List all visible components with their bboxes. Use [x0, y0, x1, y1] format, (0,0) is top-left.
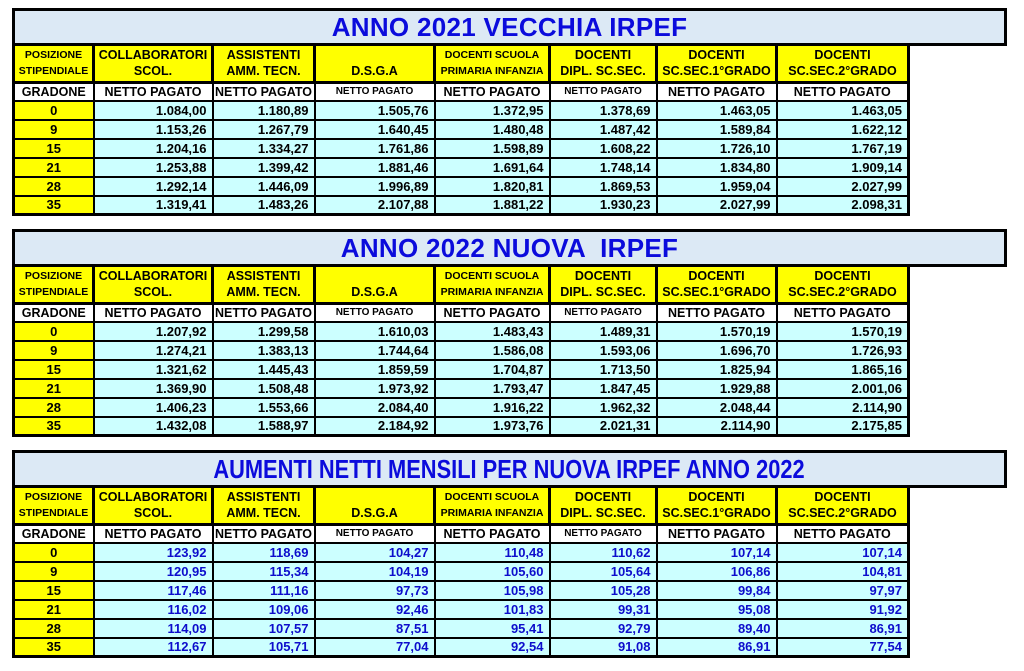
table-row-gradone-28	[14, 177, 909, 196]
column-header-line2: D.S.G.A	[351, 63, 398, 78]
table-row-gradone-21	[14, 379, 909, 398]
column-header-posizione-stipendiale	[14, 266, 94, 304]
value-cell-collaboratori-scol: 1.319,41	[94, 196, 213, 215]
value-cell-assistenti-amm-tecn: 1.483,26	[213, 196, 315, 215]
value-cell-collaboratori-scol: 1.321,62	[94, 360, 213, 379]
value-cell-collaboratori-scol: 1.153,26	[94, 120, 213, 139]
column-header-docenti-dipl-sc-sec	[550, 487, 657, 525]
table-row-gradone-0	[14, 101, 909, 120]
subheader-dsga: NETTO PAGATO	[315, 83, 435, 101]
value-cell-docenti-sc-sec-1-grado: 107,14	[657, 543, 777, 562]
value-cell-docenti-sc-sec-1-grado: 2.114,90	[657, 417, 777, 436]
value-cell-dsga: 1.881,46	[315, 158, 435, 177]
value-cell-docenti-sc-sec-2-grado: 107,14	[777, 543, 909, 562]
column-header-line1	[316, 269, 433, 285]
value-cell-docenti-sc-sec-1-grado: 1.726,10	[657, 139, 777, 158]
table-block-aumenti-netti-mensili	[12, 450, 1024, 658]
table-block-anno-2022-nuova-irpef	[12, 229, 1024, 437]
column-header-line2: PRIMARIA INFANZIA	[440, 285, 544, 298]
gradone-cell: 0	[14, 101, 94, 120]
irpef-table-2022	[12, 264, 910, 437]
column-header-line2: STIPENDIALE	[18, 285, 89, 298]
value-cell-docenti-dipl-sc-sec: 1.962,32	[550, 398, 657, 417]
value-cell-assistenti-amm-tecn: 1.267,79	[213, 120, 315, 139]
value-cell-docenti-sc-sec-2-grado: 104,81	[777, 562, 909, 581]
column-header-docenti-sc-sec-1-grado	[657, 45, 777, 83]
table-row-gradone-15	[14, 139, 909, 158]
value-cell-docenti-dipl-sc-sec: 105,64	[550, 562, 657, 581]
table-title: ANNO 2021 VECCHIA IRPEF	[331, 11, 688, 42]
value-cell-docenti-dipl-sc-sec: 99,31	[550, 600, 657, 619]
value-cell-collaboratori-scol: 123,92	[94, 543, 213, 562]
value-cell-docenti-sc-sec-1-grado: 106,86	[657, 562, 777, 581]
value-cell-docenti-sc-sec-1-grado: 1.696,70	[657, 341, 777, 360]
value-cell-docenti-scuola-primaria-infanzia: 1.586,08	[435, 341, 550, 360]
subheader-docenti-dipl-sc-sec: NETTO PAGATO	[550, 304, 657, 322]
value-cell-dsga: 92,46	[315, 600, 435, 619]
value-cell-docenti-scuola-primaria-infanzia: 1.820,81	[435, 177, 550, 196]
value-cell-collaboratori-scol: 1.406,23	[94, 398, 213, 417]
value-cell-docenti-sc-sec-1-grado: 89,40	[657, 619, 777, 638]
value-cell-assistenti-amm-tecn: 1.446,09	[213, 177, 315, 196]
value-cell-docenti-sc-sec-1-grado: 2.027,99	[657, 196, 777, 215]
subheader-docenti-dipl-sc-sec: NETTO PAGATO	[550, 525, 657, 543]
value-cell-assistenti-amm-tecn: 1.445,43	[213, 360, 315, 379]
column-header-line2: AMM. TECN.	[226, 284, 301, 299]
column-header-line2: SC.SEC.2°GRADO	[788, 63, 897, 78]
gradone-cell: 35	[14, 417, 94, 436]
subheader-assistenti-amm-tecn: NETTO PAGATO	[213, 83, 315, 101]
value-cell-docenti-sc-sec-2-grado: 2.001,06	[777, 379, 909, 398]
column-header-docenti-scuola-primaria-infanzia	[435, 487, 550, 525]
column-header-line1: POSIZIONE	[24, 490, 83, 503]
subheader-docenti-sc-sec-1-grado: NETTO PAGATO	[657, 525, 777, 543]
column-header-line1: POSIZIONE	[24, 269, 83, 282]
value-cell-docenti-sc-sec-1-grado: 1.834,80	[657, 158, 777, 177]
value-cell-dsga: 77,04	[315, 638, 435, 657]
column-header-posizione-stipendiale	[14, 487, 94, 525]
value-cell-docenti-dipl-sc-sec: 1.713,50	[550, 360, 657, 379]
column-header-line2: SC.SEC.2°GRADO	[788, 284, 897, 299]
column-header-docenti-dipl-sc-sec	[550, 266, 657, 304]
value-cell-docenti-sc-sec-2-grado: 1.865,16	[777, 360, 909, 379]
subheader-docenti-scuola-primaria-infanzia: NETTO PAGATO	[435, 304, 550, 322]
gradone-cell: 21	[14, 158, 94, 177]
value-cell-assistenti-amm-tecn: 1.553,66	[213, 398, 315, 417]
column-header-line1	[316, 490, 433, 506]
column-header-line1: DOCENTI	[688, 489, 745, 504]
column-header-line2: DIPL. SC.SEC.	[560, 505, 646, 520]
value-cell-docenti-sc-sec-2-grado: 2.114,90	[777, 398, 909, 417]
column-header-docenti-scuola-primaria-infanzia	[435, 45, 550, 83]
subheader-docenti-sc-sec-2-grado: NETTO PAGATO	[777, 83, 909, 101]
value-cell-docenti-sc-sec-1-grado: 95,08	[657, 600, 777, 619]
subheader-collaboratori-scol: NETTO PAGATO	[94, 525, 213, 543]
column-header-dsga	[315, 266, 435, 304]
value-cell-assistenti-amm-tecn: 1.508,48	[213, 379, 315, 398]
column-header-line2: PRIMARIA INFANZIA	[440, 64, 544, 77]
value-cell-collaboratori-scol: 1.253,88	[94, 158, 213, 177]
value-cell-docenti-sc-sec-1-grado: 1.463,05	[657, 101, 777, 120]
gradone-cell: 9	[14, 341, 94, 360]
subheader-dsga: NETTO PAGATO	[315, 525, 435, 543]
table-row-gradone-15	[14, 581, 909, 600]
value-cell-collaboratori-scol: 1.432,08	[94, 417, 213, 436]
value-cell-docenti-sc-sec-2-grado: 77,54	[777, 638, 909, 657]
subheader-docenti-scuola-primaria-infanzia: NETTO PAGATO	[435, 83, 550, 101]
subheader-docenti-sc-sec-1-grado: NETTO PAGATO	[657, 83, 777, 101]
gradone-cell: 15	[14, 581, 94, 600]
value-cell-docenti-sc-sec-2-grado: 1.463,05	[777, 101, 909, 120]
gradone-cell: 15	[14, 360, 94, 379]
column-header-dsga	[315, 487, 435, 525]
gradone-cell: 0	[14, 543, 94, 562]
value-cell-docenti-sc-sec-2-grado: 1.767,19	[777, 139, 909, 158]
value-cell-docenti-dipl-sc-sec: 1.847,45	[550, 379, 657, 398]
gradone-cell: 9	[14, 562, 94, 581]
value-cell-assistenti-amm-tecn: 111,16	[213, 581, 315, 600]
column-header-line1: COLLABORATORI	[98, 489, 208, 504]
value-cell-docenti-scuola-primaria-infanzia: 101,83	[435, 600, 550, 619]
table-row-gradone-35	[14, 196, 909, 215]
table-row-gradone-0	[14, 322, 909, 341]
column-header-line2: D.S.G.A	[351, 284, 398, 299]
value-cell-docenti-sc-sec-1-grado: 2.048,44	[657, 398, 777, 417]
table-title-bar	[12, 229, 1007, 267]
value-cell-dsga: 1.744,64	[315, 341, 435, 360]
column-header-docenti-sc-sec-1-grado	[657, 266, 777, 304]
value-cell-docenti-dipl-sc-sec: 1.869,53	[550, 177, 657, 196]
value-cell-docenti-dipl-sc-sec: 1.608,22	[550, 139, 657, 158]
column-header-line2: DIPL. SC.SEC.	[560, 284, 646, 299]
table-row-gradone-28	[14, 398, 909, 417]
value-cell-docenti-scuola-primaria-infanzia: 1.881,22	[435, 196, 550, 215]
netto-pagato-row	[14, 304, 909, 322]
value-cell-docenti-scuola-primaria-infanzia: 1.372,95	[435, 101, 550, 120]
gradone-cell: 28	[14, 398, 94, 417]
value-cell-dsga: 1.610,03	[315, 322, 435, 341]
column-header-docenti-sc-sec-2-grado	[777, 45, 909, 83]
value-cell-dsga: 104,19	[315, 562, 435, 581]
column-header-line2: D.S.G.A	[351, 505, 398, 520]
gradone-cell: 28	[14, 619, 94, 638]
value-cell-docenti-scuola-primaria-infanzia: 105,60	[435, 562, 550, 581]
column-header-line2: SCOL.	[133, 63, 173, 78]
value-cell-docenti-scuola-primaria-infanzia: 92,54	[435, 638, 550, 657]
column-header-dsga	[315, 45, 435, 83]
value-cell-dsga: 2.107,88	[315, 196, 435, 215]
column-header-line1: DOCENTI SCUOLA	[444, 490, 540, 503]
column-header-posizione-stipendiale	[14, 45, 94, 83]
value-cell-collaboratori-scol: 1.207,92	[94, 322, 213, 341]
gradone-cell: 35	[14, 638, 94, 657]
subheader-docenti-sc-sec-2-grado: NETTO PAGATO	[777, 525, 909, 543]
value-cell-docenti-dipl-sc-sec: 92,79	[550, 619, 657, 638]
column-header-collaboratori-scol	[94, 45, 213, 83]
table-row-gradone-35	[14, 417, 909, 436]
value-cell-collaboratori-scol: 1.292,14	[94, 177, 213, 196]
column-header-line1: POSIZIONE	[24, 48, 83, 61]
netto-pagato-row	[14, 525, 909, 543]
subheader-docenti-sc-sec-2-grado: NETTO PAGATO	[777, 304, 909, 322]
table-row-gradone-21	[14, 600, 909, 619]
value-cell-dsga: 2.184,92	[315, 417, 435, 436]
value-cell-assistenti-amm-tecn: 115,34	[213, 562, 315, 581]
table-title: AUMENTI NETTI MENSILI PER NUOVA IRPEF ANNO 2022	[213, 453, 806, 484]
column-header-line1: ASSISTENTI	[226, 268, 301, 283]
column-header-line1: ASSISTENTI	[226, 47, 301, 62]
subheader-posizione-stipendiale: GRADONE	[14, 83, 94, 101]
subheader-assistenti-amm-tecn: NETTO PAGATO	[213, 304, 315, 322]
column-header-line2: STIPENDIALE	[18, 506, 89, 519]
value-cell-docenti-sc-sec-2-grado: 2.098,31	[777, 196, 909, 215]
subheader-dsga: NETTO PAGATO	[315, 304, 435, 322]
value-cell-docenti-dipl-sc-sec: 1.593,06	[550, 341, 657, 360]
netto-pagato-row	[14, 83, 909, 101]
value-cell-docenti-sc-sec-1-grado: 1.589,84	[657, 120, 777, 139]
column-header-line2: AMM. TECN.	[226, 505, 301, 520]
subheader-docenti-scuola-primaria-infanzia: NETTO PAGATO	[435, 525, 550, 543]
table-row-gradone-15	[14, 360, 909, 379]
value-cell-docenti-sc-sec-1-grado: 1.929,88	[657, 379, 777, 398]
table-row-gradone-9	[14, 562, 909, 581]
column-header-collaboratori-scol	[94, 487, 213, 525]
column-header-line1	[316, 48, 433, 64]
value-cell-docenti-scuola-primaria-infanzia: 1.793,47	[435, 379, 550, 398]
value-cell-docenti-sc-sec-2-grado: 1.909,14	[777, 158, 909, 177]
value-cell-docenti-scuola-primaria-infanzia: 105,98	[435, 581, 550, 600]
value-cell-docenti-scuola-primaria-infanzia: 1.598,89	[435, 139, 550, 158]
value-cell-assistenti-amm-tecn: 1.180,89	[213, 101, 315, 120]
column-header-line1: ASSISTENTI	[226, 489, 301, 504]
value-cell-docenti-scuola-primaria-infanzia: 1.973,76	[435, 417, 550, 436]
subheader-assistenti-amm-tecn: NETTO PAGATO	[213, 525, 315, 543]
value-cell-docenti-sc-sec-2-grado: 1.622,12	[777, 120, 909, 139]
column-header-line2: AMM. TECN.	[226, 63, 301, 78]
column-header-assistenti-amm-tecn	[213, 45, 315, 83]
value-cell-docenti-dipl-sc-sec: 105,28	[550, 581, 657, 600]
column-header-docenti-scuola-primaria-infanzia	[435, 266, 550, 304]
column-header-line2: SC.SEC.1°GRADO	[662, 63, 771, 78]
table-title-bar	[12, 8, 1007, 46]
value-cell-dsga: 1.973,92	[315, 379, 435, 398]
value-cell-assistenti-amm-tecn: 105,71	[213, 638, 315, 657]
column-header-line2: SCOL.	[133, 284, 173, 299]
table-row-gradone-21	[14, 158, 909, 177]
column-header-line1: DOCENTI	[574, 489, 632, 504]
subheader-posizione-stipendiale: GRADONE	[14, 304, 94, 322]
value-cell-docenti-dipl-sc-sec: 1.378,69	[550, 101, 657, 120]
gradone-cell: 35	[14, 196, 94, 215]
column-header-line1: COLLABORATORI	[98, 47, 208, 62]
column-header-row	[14, 45, 909, 83]
column-header-line2: SC.SEC.2°GRADO	[788, 505, 897, 520]
gradone-cell: 0	[14, 322, 94, 341]
column-header-line2: SC.SEC.1°GRADO	[662, 284, 771, 299]
value-cell-assistenti-amm-tecn: 1.399,42	[213, 158, 315, 177]
value-cell-docenti-sc-sec-1-grado: 1.959,04	[657, 177, 777, 196]
value-cell-collaboratori-scol: 112,67	[94, 638, 213, 657]
value-cell-collaboratori-scol: 114,09	[94, 619, 213, 638]
column-header-line1: DOCENTI	[814, 47, 871, 62]
subheader-posizione-stipendiale: GRADONE	[14, 525, 94, 543]
value-cell-docenti-dipl-sc-sec: 1.930,23	[550, 196, 657, 215]
value-cell-assistenti-amm-tecn: 1.383,13	[213, 341, 315, 360]
value-cell-collaboratori-scol: 1.204,16	[94, 139, 213, 158]
column-header-row	[14, 266, 909, 304]
column-header-line1: DOCENTI	[574, 268, 632, 283]
column-header-line1: DOCENTI SCUOLA	[444, 269, 540, 282]
column-header-line1: DOCENTI	[688, 268, 745, 283]
column-header-docenti-sc-sec-1-grado	[657, 487, 777, 525]
column-header-line2: SC.SEC.1°GRADO	[662, 505, 771, 520]
value-cell-assistenti-amm-tecn: 1.588,97	[213, 417, 315, 436]
value-cell-assistenti-amm-tecn: 107,57	[213, 619, 315, 638]
value-cell-docenti-sc-sec-2-grado: 2.027,99	[777, 177, 909, 196]
value-cell-dsga: 1.505,76	[315, 101, 435, 120]
value-cell-dsga: 87,51	[315, 619, 435, 638]
value-cell-collaboratori-scol: 120,95	[94, 562, 213, 581]
value-cell-collaboratori-scol: 117,46	[94, 581, 213, 600]
gradone-cell: 9	[14, 120, 94, 139]
table-title: ANNO 2022 NUOVA IRPEF	[340, 232, 679, 263]
gradone-cell: 21	[14, 600, 94, 619]
value-cell-collaboratori-scol: 1.084,00	[94, 101, 213, 120]
column-header-assistenti-amm-tecn	[213, 487, 315, 525]
gradone-cell: 15	[14, 139, 94, 158]
table-row-gradone-28	[14, 619, 909, 638]
irpef-table-2021	[12, 43, 910, 216]
value-cell-docenti-sc-sec-1-grado: 99,84	[657, 581, 777, 600]
value-cell-docenti-scuola-primaria-infanzia: 1.483,43	[435, 322, 550, 341]
column-header-line1: DOCENTI	[574, 47, 632, 62]
value-cell-dsga: 104,27	[315, 543, 435, 562]
value-cell-docenti-sc-sec-2-grado: 2.175,85	[777, 417, 909, 436]
column-header-line2: STIPENDIALE	[18, 64, 89, 77]
table-block-anno-2021-vecchia-irpef	[12, 8, 1024, 216]
subheader-collaboratori-scol: NETTO PAGATO	[94, 304, 213, 322]
column-header-line1: DOCENTI	[688, 47, 745, 62]
column-header-line2: SCOL.	[133, 505, 173, 520]
gradone-cell: 28	[14, 177, 94, 196]
value-cell-collaboratori-scol: 1.369,90	[94, 379, 213, 398]
table-title-bar	[12, 450, 1007, 488]
table-row-gradone-9	[14, 341, 909, 360]
column-header-line1: COLLABORATORI	[98, 268, 208, 283]
value-cell-assistenti-amm-tecn: 109,06	[213, 600, 315, 619]
column-header-line1: DOCENTI SCUOLA	[444, 48, 540, 61]
value-cell-docenti-sc-sec-1-grado: 1.825,94	[657, 360, 777, 379]
value-cell-docenti-dipl-sc-sec: 91,08	[550, 638, 657, 657]
value-cell-docenti-sc-sec-2-grado: 1.726,93	[777, 341, 909, 360]
value-cell-docenti-dipl-sc-sec: 2.021,31	[550, 417, 657, 436]
column-header-line1: DOCENTI	[814, 268, 871, 283]
value-cell-docenti-sc-sec-2-grado: 1.570,19	[777, 322, 909, 341]
value-cell-docenti-dipl-sc-sec: 1.489,31	[550, 322, 657, 341]
value-cell-dsga: 97,73	[315, 581, 435, 600]
value-cell-dsga: 1.761,86	[315, 139, 435, 158]
subheader-collaboratori-scol: NETTO PAGATO	[94, 83, 213, 101]
value-cell-docenti-dipl-sc-sec: 1.487,42	[550, 120, 657, 139]
value-cell-dsga: 2.084,40	[315, 398, 435, 417]
value-cell-docenti-sc-sec-2-grado: 86,91	[777, 619, 909, 638]
column-header-docenti-dipl-sc-sec	[550, 45, 657, 83]
value-cell-docenti-scuola-primaria-infanzia: 1.691,64	[435, 158, 550, 177]
subheader-docenti-dipl-sc-sec: NETTO PAGATO	[550, 83, 657, 101]
value-cell-assistenti-amm-tecn: 1.334,27	[213, 139, 315, 158]
value-cell-docenti-sc-sec-1-grado: 86,91	[657, 638, 777, 657]
table-row-gradone-35	[14, 638, 909, 657]
table-row-gradone-9	[14, 120, 909, 139]
column-header-line2: PRIMARIA INFANZIA	[440, 506, 544, 519]
column-header-line1: DOCENTI	[814, 489, 871, 504]
subheader-docenti-sc-sec-1-grado: NETTO PAGATO	[657, 304, 777, 322]
value-cell-docenti-scuola-primaria-infanzia: 1.916,22	[435, 398, 550, 417]
value-cell-collaboratori-scol: 116,02	[94, 600, 213, 619]
value-cell-docenti-sc-sec-2-grado: 97,97	[777, 581, 909, 600]
column-header-line2: DIPL. SC.SEC.	[560, 63, 646, 78]
column-header-docenti-sc-sec-2-grado	[777, 487, 909, 525]
irpef-table-aumenti	[12, 485, 910, 658]
value-cell-assistenti-amm-tecn: 118,69	[213, 543, 315, 562]
value-cell-docenti-dipl-sc-sec: 110,62	[550, 543, 657, 562]
value-cell-docenti-scuola-primaria-infanzia: 110,48	[435, 543, 550, 562]
value-cell-dsga: 1.640,45	[315, 120, 435, 139]
column-header-row	[14, 487, 909, 525]
value-cell-assistenti-amm-tecn: 1.299,58	[213, 322, 315, 341]
value-cell-docenti-dipl-sc-sec: 1.748,14	[550, 158, 657, 177]
column-header-collaboratori-scol	[94, 266, 213, 304]
value-cell-dsga: 1.996,89	[315, 177, 435, 196]
column-header-assistenti-amm-tecn	[213, 266, 315, 304]
value-cell-dsga: 1.859,59	[315, 360, 435, 379]
column-header-docenti-sc-sec-2-grado	[777, 266, 909, 304]
gradone-cell: 21	[14, 379, 94, 398]
value-cell-docenti-sc-sec-2-grado: 91,92	[777, 600, 909, 619]
value-cell-docenti-scuola-primaria-infanzia: 1.704,87	[435, 360, 550, 379]
value-cell-docenti-sc-sec-1-grado: 1.570,19	[657, 322, 777, 341]
value-cell-docenti-scuola-primaria-infanzia: 95,41	[435, 619, 550, 638]
value-cell-docenti-scuola-primaria-infanzia: 1.480,48	[435, 120, 550, 139]
table-row-gradone-0	[14, 543, 909, 562]
value-cell-collaboratori-scol: 1.274,21	[94, 341, 213, 360]
